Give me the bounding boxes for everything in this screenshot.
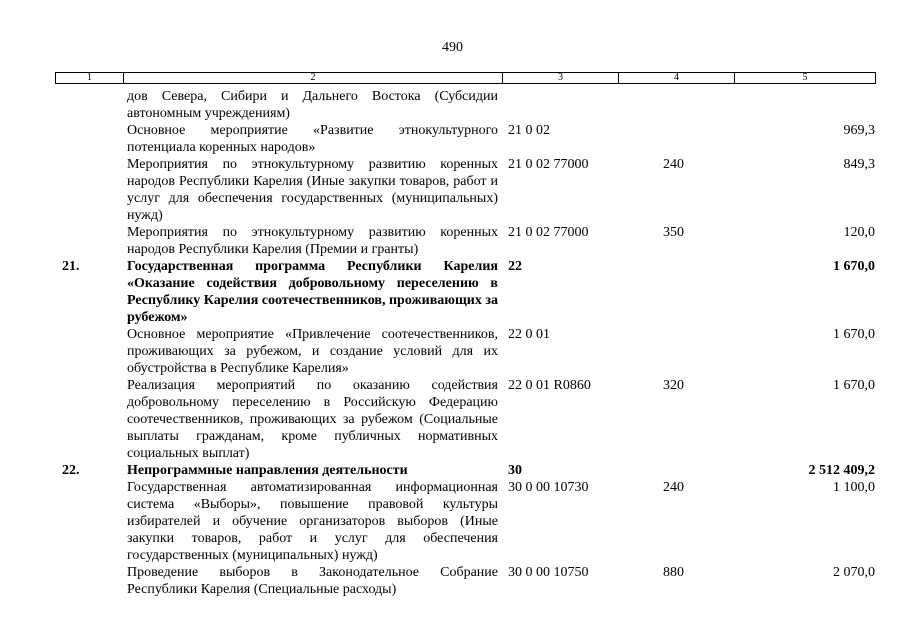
- budget-table: [55, 88, 875, 598]
- row-description: Государственная автоматизированная информационная система «Выборы», повышение правовой культуры избирателей и обучение организаторов выборов (Иные закупки товаров, работ и услуг для обеспечения государственных (муниципальных) нужд): [127, 480, 498, 563]
- row-amount: 120,0: [843, 225, 875, 240]
- row-number: [55, 479, 123, 564]
- table-row: [55, 156, 875, 224]
- row-number: 21.: [62, 259, 80, 274]
- row-expense-type: [618, 462, 734, 479]
- page-number: 490: [442, 40, 463, 55]
- row-description: Непрограммные направления деятельности: [127, 463, 408, 478]
- row-code: [502, 88, 618, 122]
- row-amount: 1 100,0: [833, 480, 875, 495]
- row-description: Государственная программа Республики Карелия «Оказание содействия добровольному переселению в Республику Карелия соотечественников, проживающих за рубежом»: [127, 259, 498, 325]
- row-amount: 1 670,0: [833, 259, 875, 274]
- row-description: Мероприятия по этнокультурному развитию коренных народов Республики Карелия (Иные закупки товаров, работ и услуг для обеспечения государственных (муниципальных) нужд): [127, 157, 498, 223]
- table-row: [55, 88, 875, 122]
- table-row: [55, 258, 875, 326]
- row-expense-type: [618, 122, 734, 156]
- row-code: 21 0 02: [508, 123, 550, 138]
- row-description: Реализация мероприятий по оказанию содействия добровольному переселению в Российскую Федерацию соотечественников, проживающих за рубежом (Социальные выплаты гражданам, кроме публичных нормативных социальных выплат): [127, 378, 498, 461]
- row-number: [55, 224, 123, 258]
- row-expense-type: 350: [663, 225, 684, 240]
- row-number: [55, 122, 123, 156]
- row-expense-type: 880: [663, 565, 684, 580]
- table-row: [55, 479, 875, 564]
- table-row: [55, 564, 875, 598]
- row-code: 30: [508, 463, 522, 478]
- column-header-2: 2: [124, 73, 503, 84]
- row-description: Проведение выборов в Законодательное Собрание Республики Карелия (Специальные расходы): [127, 565, 498, 597]
- table-row: [55, 326, 875, 377]
- column-header-4: 4: [619, 73, 735, 84]
- row-number: [55, 88, 123, 122]
- row-number: 22.: [62, 463, 80, 478]
- row-expense-type: 240: [663, 157, 684, 172]
- row-expense-type: [618, 326, 734, 377]
- row-number: [55, 377, 123, 462]
- table-row: [55, 377, 875, 462]
- column-header-3: 3: [503, 73, 619, 84]
- row-expense-type: 240: [663, 480, 684, 495]
- column-header-5: 5: [735, 73, 876, 84]
- row-description: дов Севера, Сибири и Дальнего Востока (Субсидии автономным учреждениям): [127, 89, 498, 121]
- row-code: 22: [508, 259, 522, 274]
- row-amount: 2 070,0: [833, 565, 875, 580]
- row-code: 22 0 01 R0860: [508, 378, 591, 393]
- row-amount: 1 670,0: [833, 327, 875, 342]
- row-description: Основное мероприятие «Привлечение соотечественников, проживающих за рубежом, и создание условий для их обустройства в Республике Карелия»: [127, 327, 498, 376]
- row-expense-type: [618, 258, 734, 326]
- row-description: Основное мероприятие «Развитие этнокультурного потенциала коренных народов»: [127, 123, 498, 155]
- row-code: 30 0 00 10750: [508, 565, 589, 580]
- row-number: [55, 564, 123, 598]
- table-row: [55, 224, 875, 258]
- row-amount: 2 512 409,2: [808, 463, 875, 478]
- row-number: [55, 326, 123, 377]
- row-code: 30 0 00 10730: [508, 480, 589, 495]
- row-expense-type: 320: [663, 378, 684, 393]
- column-header-row: [55, 72, 876, 84]
- table-row: [55, 462, 875, 479]
- row-amount: 849,3: [843, 157, 875, 172]
- row-amount: 1 670,0: [833, 378, 875, 393]
- row-amount: [734, 88, 875, 122]
- row-code: 21 0 02 77000: [508, 157, 589, 172]
- row-expense-type: [618, 88, 734, 122]
- row-code: 22 0 01: [508, 327, 550, 342]
- row-amount: 969,3: [843, 123, 875, 138]
- row-description: Мероприятия по этнокультурному развитию коренных народов Республики Карелия (Премии и гранты): [127, 225, 498, 257]
- table-row: [55, 122, 875, 156]
- row-code: 21 0 02 77000: [508, 225, 589, 240]
- row-number: [55, 156, 123, 224]
- column-header-1: 1: [56, 73, 124, 84]
